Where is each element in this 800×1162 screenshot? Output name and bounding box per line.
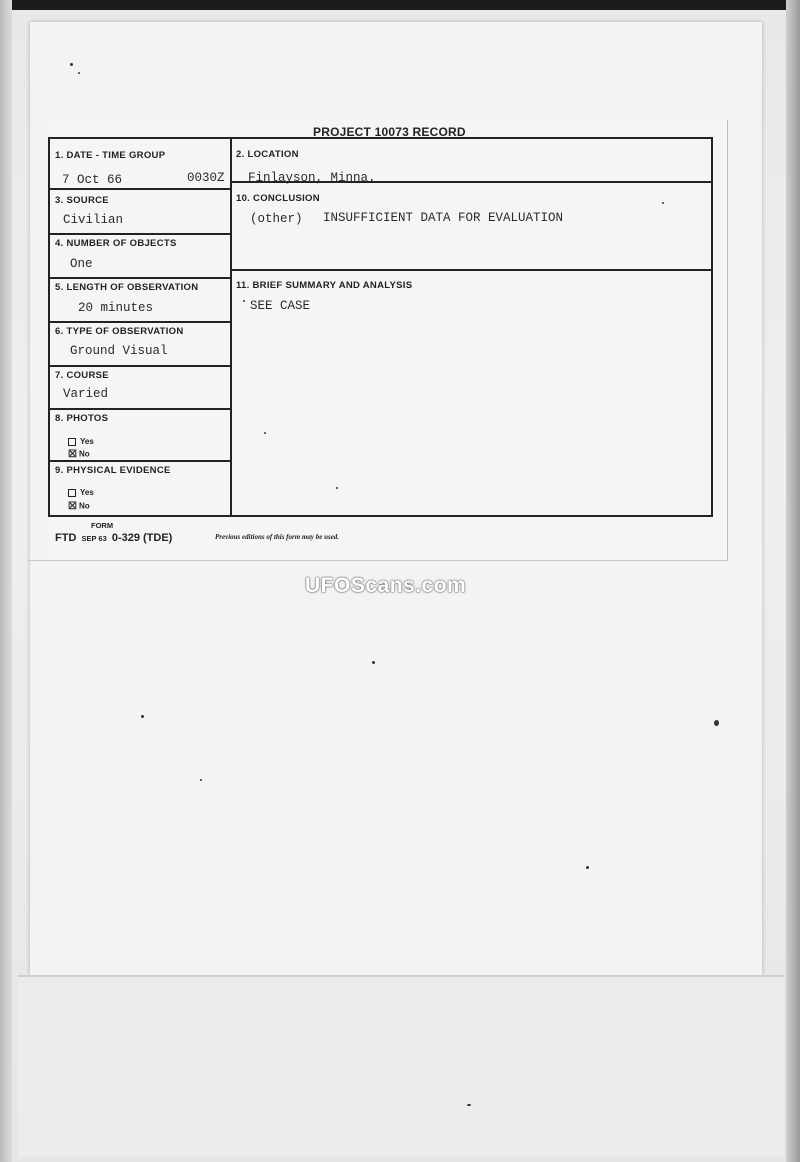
- physical-evidence-label: 9. PHYSICAL EVIDENCE: [55, 465, 171, 476]
- footer-ftd: FTD: [55, 532, 77, 544]
- source-label: 3. SOURCE: [55, 195, 109, 206]
- time-value: 0030Z: [187, 171, 225, 185]
- document-title: PROJECT 10073 RECORD: [313, 125, 466, 139]
- scan-speck: [336, 487, 338, 489]
- scan-top-border: [0, 0, 800, 10]
- number-of-objects-value: One: [70, 257, 93, 271]
- scan-speck: [662, 202, 664, 204]
- form-row-divider: [50, 188, 230, 190]
- type-of-observation-value: Ground Visual: [70, 344, 168, 358]
- form-row-divider: [50, 408, 230, 410]
- footer-note: Previous editions of this form may be used.: [215, 533, 340, 541]
- photos-yes-checkbox[interactable]: [68, 438, 76, 446]
- location-label: 2. LOCATION: [236, 149, 299, 160]
- form-row-divider: [50, 365, 230, 367]
- physical-evidence-no-checkmark-icon[interactable]: ☒: [68, 501, 77, 512]
- number-of-objects-label: 4. NUMBER OF OBJECTS: [55, 238, 177, 249]
- form-row-divider: [50, 321, 230, 323]
- form-row-divider: [50, 460, 230, 462]
- date-time-label: 1. DATE - TIME GROUP: [55, 150, 166, 161]
- conclusion-prefix: (other): [250, 212, 303, 226]
- form-row-divider: [50, 233, 230, 235]
- photos-label: 8. PHOTOS: [55, 413, 109, 424]
- scan-speck: [467, 1104, 471, 1106]
- source-value: Civilian: [63, 213, 124, 227]
- physical-evidence-yes-option[interactable]: [68, 488, 94, 497]
- course-label: 7. COURSE: [55, 370, 109, 381]
- scan-speck: [372, 661, 375, 664]
- scan-speck: [78, 72, 80, 74]
- course-value: Varied: [63, 387, 109, 401]
- watermark: UFOScans.com: [305, 574, 467, 597]
- form-row-divider: [231, 269, 711, 271]
- footer-number: 0-329 (TDE): [111, 532, 173, 544]
- footer-form-word: FORM: [91, 521, 114, 530]
- scan-left-border: [0, 0, 12, 1162]
- footer-form-id: [55, 532, 172, 544]
- photos-no-checkmark-icon[interactable]: ☒: [68, 449, 77, 460]
- scan-speck: [70, 63, 73, 66]
- photos-yes-label: Yes: [80, 437, 94, 446]
- scan-speck: [264, 432, 266, 434]
- scan-speck: [141, 715, 144, 718]
- lower-paper-sheet: [18, 975, 784, 1157]
- physical-evidence-yes-label: Yes: [80, 488, 94, 497]
- date-value: 7 Oct 66: [62, 173, 123, 187]
- location-value: Finlayson, Minna.: [248, 171, 376, 185]
- photos-no-option[interactable]: [68, 449, 90, 460]
- scan-right-border: [786, 0, 800, 1162]
- form-row-divider: [50, 277, 230, 279]
- type-of-observation-label: 6. TYPE OF OBSERVATION: [55, 326, 184, 337]
- form-divider-vertical: [230, 139, 232, 515]
- scan-speck: [200, 779, 202, 781]
- brief-summary-label: 11. BRIEF SUMMARY AND ANALYSIS: [236, 280, 413, 291]
- photos-no-label: No: [79, 449, 90, 459]
- length-of-observation-value: 20 minutes: [78, 301, 154, 315]
- footer-sep: SEP 63: [81, 534, 107, 543]
- conclusion-label: 10. CONCLUSION: [236, 193, 320, 204]
- physical-evidence-yes-checkbox[interactable]: [68, 489, 76, 497]
- card-edge-line: [28, 560, 728, 561]
- physical-evidence-no-option[interactable]: [68, 501, 90, 512]
- scan-speck: [243, 300, 245, 302]
- conclusion-value: INSUFFICIENT DATA FOR EVALUATION: [323, 211, 564, 225]
- physical-evidence-no-label: No: [79, 501, 90, 511]
- scan-speck: [714, 720, 719, 726]
- brief-summary-value: SEE CASE: [250, 299, 311, 313]
- scan-speck: [586, 866, 589, 869]
- photos-yes-option[interactable]: [68, 437, 94, 446]
- length-of-observation-label: 5. LENGTH OF OBSERVATION: [55, 282, 199, 293]
